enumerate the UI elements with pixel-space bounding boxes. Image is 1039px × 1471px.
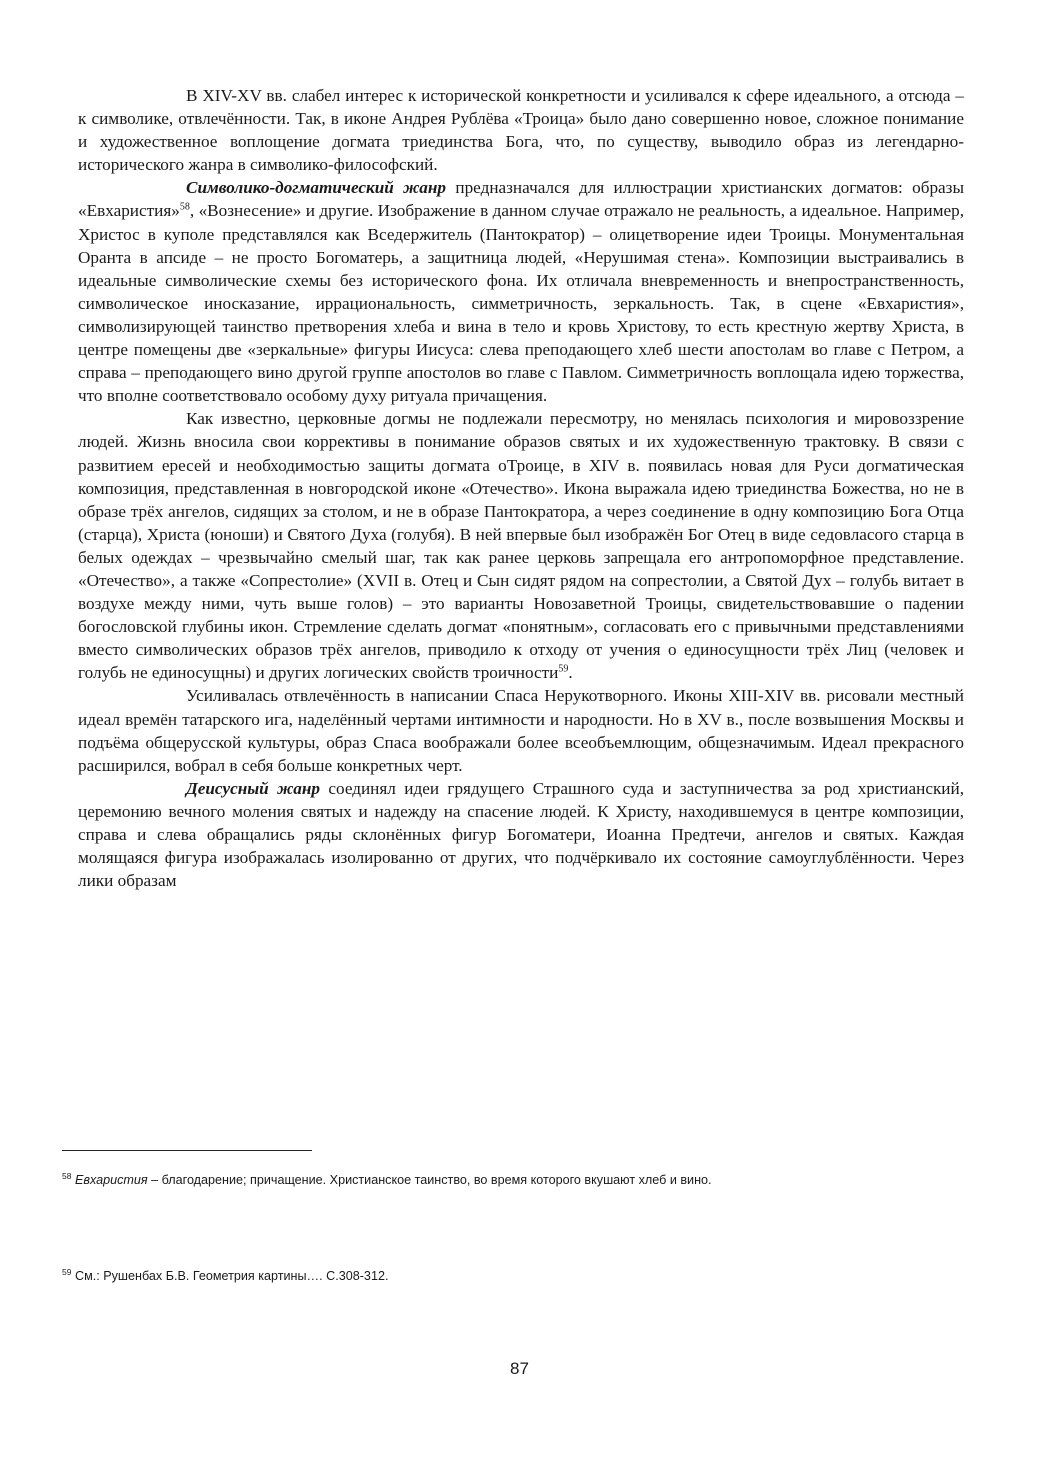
paragraph-5-text: соединял идеи грядущего Страшного суда и заступничества за род христианский, церемонию вечного моления святых и надежду на спасение людей. К Христу, находившемуся в центре композиции, справа и слева обращались ряды склонённых фигур Богоматери, Иоанна Предтечи, ангелов и святых. Каждая молящаяся фигура изображалась изолированно от других, что подчёркивало их состояние самоуглублённости. Через лики образам xyxy=(78,778,965,891)
main-text xyxy=(78,84,964,892)
paragraph-2-text-a: предназначался для иллюстрации христианских догматов: образы «Евхаристия» xyxy=(78,178,964,221)
paragraph-3-text: Как известно, церковные догмы не подлежали пересмотру, но менялась психология и мировоззрение людей. Жизнь вносила свои коррективы в понимание образов святых и их художественную трактовку. В связи с развитием ересей и необходимостью защиты догмата оТроице, в XIV в. появилась новая для Руси догматическая композиция, представленная в новгородской иконе «Отечество». Икона выражала идею триединства Божества, но не в образе трёх ангелов, сидящих за столом, и не в образе Пантократора, а через соединение в одну композицию Бога Отца (старца), Христа (юноши) и Святого Духа (голубя). В ней впервые был изображён Бог Отец в виде седовласого старца в белых одеждах – чрезвычайно смелый шаг, так как ранее церковь запрещала его антропоморфное представление. «Отечество», а также «Сопрестолие» (XVII в. Отец и Сын сидят рядом на сопрестолии, а Святой Дух – голубь витает в воздухе между ними, чуть выше голов) – это варианты Новозаветной Троицы, свидетельствовавшие о падении богословской глубины икон. Стремление сделать догмат «понятным», согласовать его с привычными представлениями вместо символических образов трёх ангелов, приводило к отходу от учения о единосущности трёх Лиц (человек и голубь не единосущны) и других логических свойств троичности xyxy=(78,409,964,683)
footnote-58-term: Евхаристия xyxy=(74,1173,148,1187)
footnote-58 xyxy=(62,1172,962,1188)
paragraph-3-tail: . xyxy=(568,663,573,683)
paragraph-3 xyxy=(78,407,964,684)
paragraph-4: Усиливалась отвлечённость в написании Спаса Нерукотворного. Иконы XIII-XIV вв. рисовали местный идеал времён татарского ига, наделённый чертами интимности и народности. Но в XV в., после возвышения Москвы и подъёма общерусской культуры, образ Спаса воображали более всеобъемлющим, общезначимым. Идеал прекрасного расширился, вобрал в себя больше конкретных черт. xyxy=(78,686,964,775)
footnote-ref-59[interactable]: 59 xyxy=(558,663,569,675)
paragraph-1: В XIV-XV вв. слабел интерес к исторической конкретности и усиливался к сфере идеального, а отсюда – к символике, отвлечённости. Так, в иконе Андрея Рублёва «Троица» было дано совершенно новое, сложное понимание и художественное воплощение догмата триединства Бога, что, по существу, выводило образ из легендарно-исторического жанра в символико-философский. xyxy=(78,86,964,175)
footnote-divider xyxy=(62,1150,312,1151)
footnote-58-text: – благодарение; причащение. Христианское таинство, во время которого вкушают хлеб и вино. xyxy=(147,1173,712,1187)
footnote-marker-59: 59 xyxy=(62,1266,72,1277)
paragraph-2 xyxy=(78,176,964,407)
genre-term-symbolic-dogmatic: Символико-догматический жанр xyxy=(186,178,447,198)
footnote-ref-58[interactable]: 58 xyxy=(179,201,190,213)
footnote-59-text: См.: Рушенбах Б.В. Геометрия картины…. С.308-312. xyxy=(71,1269,389,1283)
paragraph-5 xyxy=(78,777,964,892)
footnote-marker-58: 58 xyxy=(62,1170,72,1181)
paragraph-2-text-b: , «Вознесение» и другие. Изображение в данном случае отражало не реальность, а идеальное. Например, Христос в куполе представлялся как Вседержитель (Пантократор) – олицетворение идеи Троицы. Монументальная Оранта в апсиде – не просто Богоматерь, а защитница людей, «Нерушимая стена». Композиции выстраивались в идеальные символические схемы без исторического фона. Их отличала вневременность и внепространственность, символическое иносказание, иррациональность, симметричность, зеркальность. Так, в сцене «Евхаристия», символизирующей таинство претворения хлеба и вина в тело и кровь Христову, то есть крестную жертву Христа, в центре помещены две «зеркальные» фигуры Иисуса: слева преподающего хлеб шести апостолам во главе с Петром, а справа – преподающего вино другой группе апостолов во главе с Павлом. Симметричность воплощала идею торжества, что вполне соответствовало особому духу ритуала причащения. xyxy=(78,201,964,406)
footnote-59 xyxy=(62,1268,962,1284)
genre-term-deesis: Деисусный жанр xyxy=(186,778,320,798)
page-number: 87 xyxy=(510,1359,529,1378)
